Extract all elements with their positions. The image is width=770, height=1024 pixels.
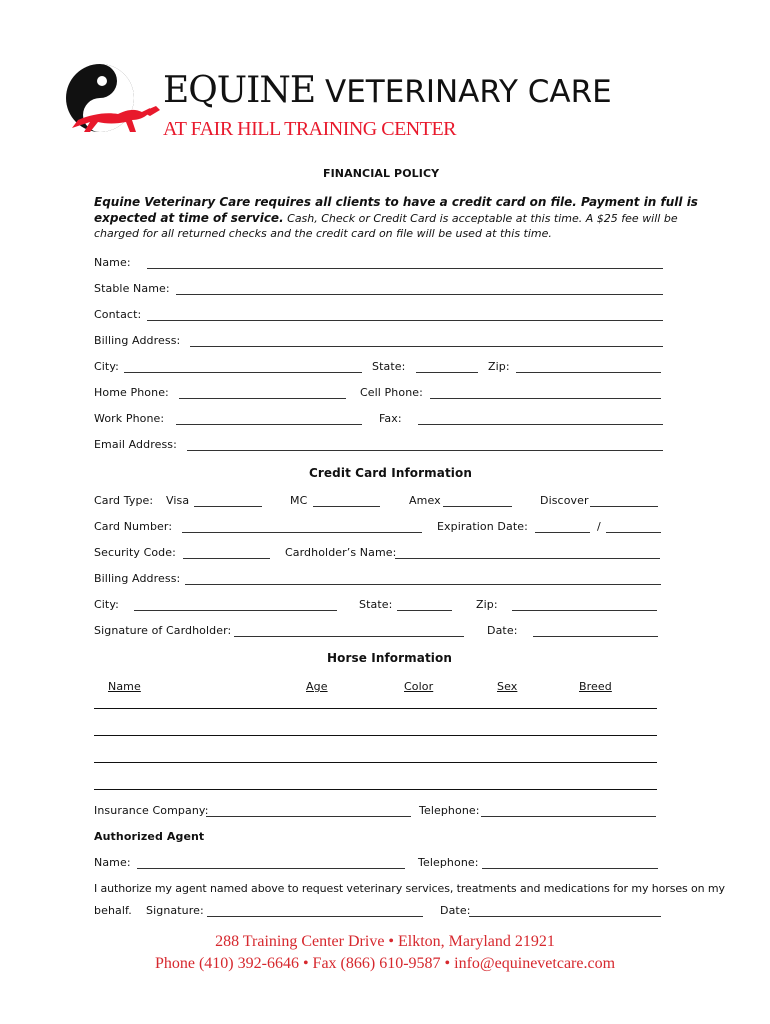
card-city-label: City:	[94, 598, 119, 611]
credit-card-heading: Credit Card Information	[309, 466, 472, 480]
card-number-label: Card Number:	[94, 520, 173, 533]
zip-field[interactable]	[516, 372, 661, 373]
horse-row-4[interactable]	[94, 789, 657, 790]
agent-telephone-field[interactable]	[482, 868, 658, 869]
agent-telephone-label: Telephone:	[418, 856, 479, 869]
footer-contact: Phone (410) 392-6646 • Fax (866) 610-9587 • info@equinevetcare.com	[154, 955, 616, 972]
discover-field[interactable]	[590, 506, 658, 507]
card-state-field[interactable]	[397, 610, 452, 611]
insurance-company-label: Insurance Company:	[94, 804, 209, 817]
horse-info-heading: Horse Information	[327, 651, 452, 665]
card-date-field[interactable]	[533, 636, 658, 637]
col-sex: Sex	[497, 680, 518, 693]
card-billing-address-field[interactable]	[185, 584, 661, 585]
policy-line-2	[94, 211, 678, 225]
state-field[interactable]	[416, 372, 478, 373]
policy-line-3: charged for all returned checks and the credit card on file will be used at this time.	[94, 227, 552, 240]
authorize-text: I authorize my agent named above to request veterinary services, treatments and medications for my horses on my	[94, 882, 725, 895]
expiration-label: Expiration Date:	[437, 520, 528, 533]
horse-logo-icon	[64, 62, 164, 144]
expiration-year-field[interactable]	[606, 532, 661, 533]
visa-field[interactable]	[194, 506, 262, 507]
mc-field[interactable]	[313, 506, 380, 507]
visa-label: Visa	[166, 494, 190, 507]
stable-name-field[interactable]	[176, 294, 663, 295]
card-billing-address-label: Billing Address:	[94, 572, 181, 585]
agent-signature-field[interactable]	[207, 916, 423, 917]
billing-address-field[interactable]	[190, 346, 663, 347]
col-age: Age	[306, 680, 328, 693]
name-label: Name:	[94, 256, 131, 269]
city-field[interactable]	[124, 372, 362, 373]
home-phone-label: Home Phone:	[94, 386, 169, 399]
discover-label: Discover	[540, 494, 589, 507]
policy-line-2-bold: expected at time of service.	[94, 211, 284, 225]
security-code-field[interactable]	[183, 558, 270, 559]
security-code-label: Security Code:	[94, 546, 176, 559]
agent-date-field[interactable]	[469, 916, 661, 917]
col-breed: Breed	[579, 680, 612, 693]
contact-label: Contact:	[94, 308, 142, 321]
card-number-field[interactable]	[182, 532, 422, 533]
mc-label: MC	[290, 494, 308, 507]
name-field[interactable]	[147, 268, 663, 269]
behalf-text: behalf.	[94, 904, 132, 917]
fax-field[interactable]	[418, 424, 663, 425]
amex-label: Amex	[409, 494, 441, 507]
email-field[interactable]	[187, 450, 663, 451]
agent-name-label: Name:	[94, 856, 131, 869]
card-city-field[interactable]	[134, 610, 337, 611]
stable-name-label: Stable Name:	[94, 282, 170, 295]
horse-row-3[interactable]	[94, 762, 657, 763]
footer-address: 288 Training Center Drive • Elkton, Maryland 21921	[215, 933, 555, 950]
contact-field[interactable]	[147, 320, 663, 321]
card-zip-field[interactable]	[512, 610, 657, 611]
cardholder-name-field[interactable]	[395, 558, 660, 559]
col-name: Name	[108, 680, 141, 693]
policy-heading: FINANCIAL POLICY	[323, 167, 440, 180]
card-date-label: Date:	[487, 624, 518, 637]
agent-date-label: Date:	[440, 904, 471, 917]
home-phone-field[interactable]	[179, 398, 346, 399]
cell-phone-field[interactable]	[430, 398, 661, 399]
expiration-month-field[interactable]	[535, 532, 590, 533]
card-type-label: Card Type:	[94, 494, 154, 507]
amex-field[interactable]	[443, 506, 512, 507]
zip-label: Zip:	[488, 360, 510, 373]
cardholder-signature-field[interactable]	[234, 636, 464, 637]
title-bold: EQUINE	[163, 70, 316, 111]
card-state-label: State:	[359, 598, 393, 611]
insurance-telephone-label: Telephone:	[419, 804, 480, 817]
cardholder-name-label: Cardholder’s Name:	[285, 546, 397, 559]
state-label: State:	[372, 360, 406, 373]
authorized-agent-heading: Authorized Agent	[94, 830, 205, 843]
work-phone-label: Work Phone:	[94, 412, 165, 425]
policy-line-2-ital: Cash, Check or Credit Card is acceptable at this time. A $25 fee will be	[283, 212, 678, 225]
agent-name-field[interactable]	[137, 868, 405, 869]
fax-label: Fax:	[379, 412, 402, 425]
cardholder-signature-label: Signature of Cardholder:	[94, 624, 232, 637]
agent-signature-label: Signature:	[146, 904, 204, 917]
company-title	[163, 70, 612, 111]
company-subtitle: AT FAIR HILL TRAINING CENTER	[163, 118, 457, 140]
col-color: Color	[404, 680, 434, 693]
billing-address-label: Billing Address:	[94, 334, 181, 347]
email-label: Email Address:	[94, 438, 177, 451]
insurance-telephone-field[interactable]	[481, 816, 656, 817]
insurance-company-field[interactable]	[206, 816, 411, 817]
horse-row-2[interactable]	[94, 735, 657, 736]
horse-row-1[interactable]	[94, 708, 657, 709]
cell-phone-label: Cell Phone:	[360, 386, 423, 399]
card-zip-label: Zip:	[476, 598, 498, 611]
work-phone-field[interactable]	[176, 424, 362, 425]
city-label: City:	[94, 360, 119, 373]
policy-line-1: Equine Veterinary Care requires all clients to have a credit card on file. Payment in full is	[94, 195, 698, 209]
title-rest: VETERINARY CARE	[315, 74, 612, 110]
expiration-slash: /	[597, 520, 601, 533]
